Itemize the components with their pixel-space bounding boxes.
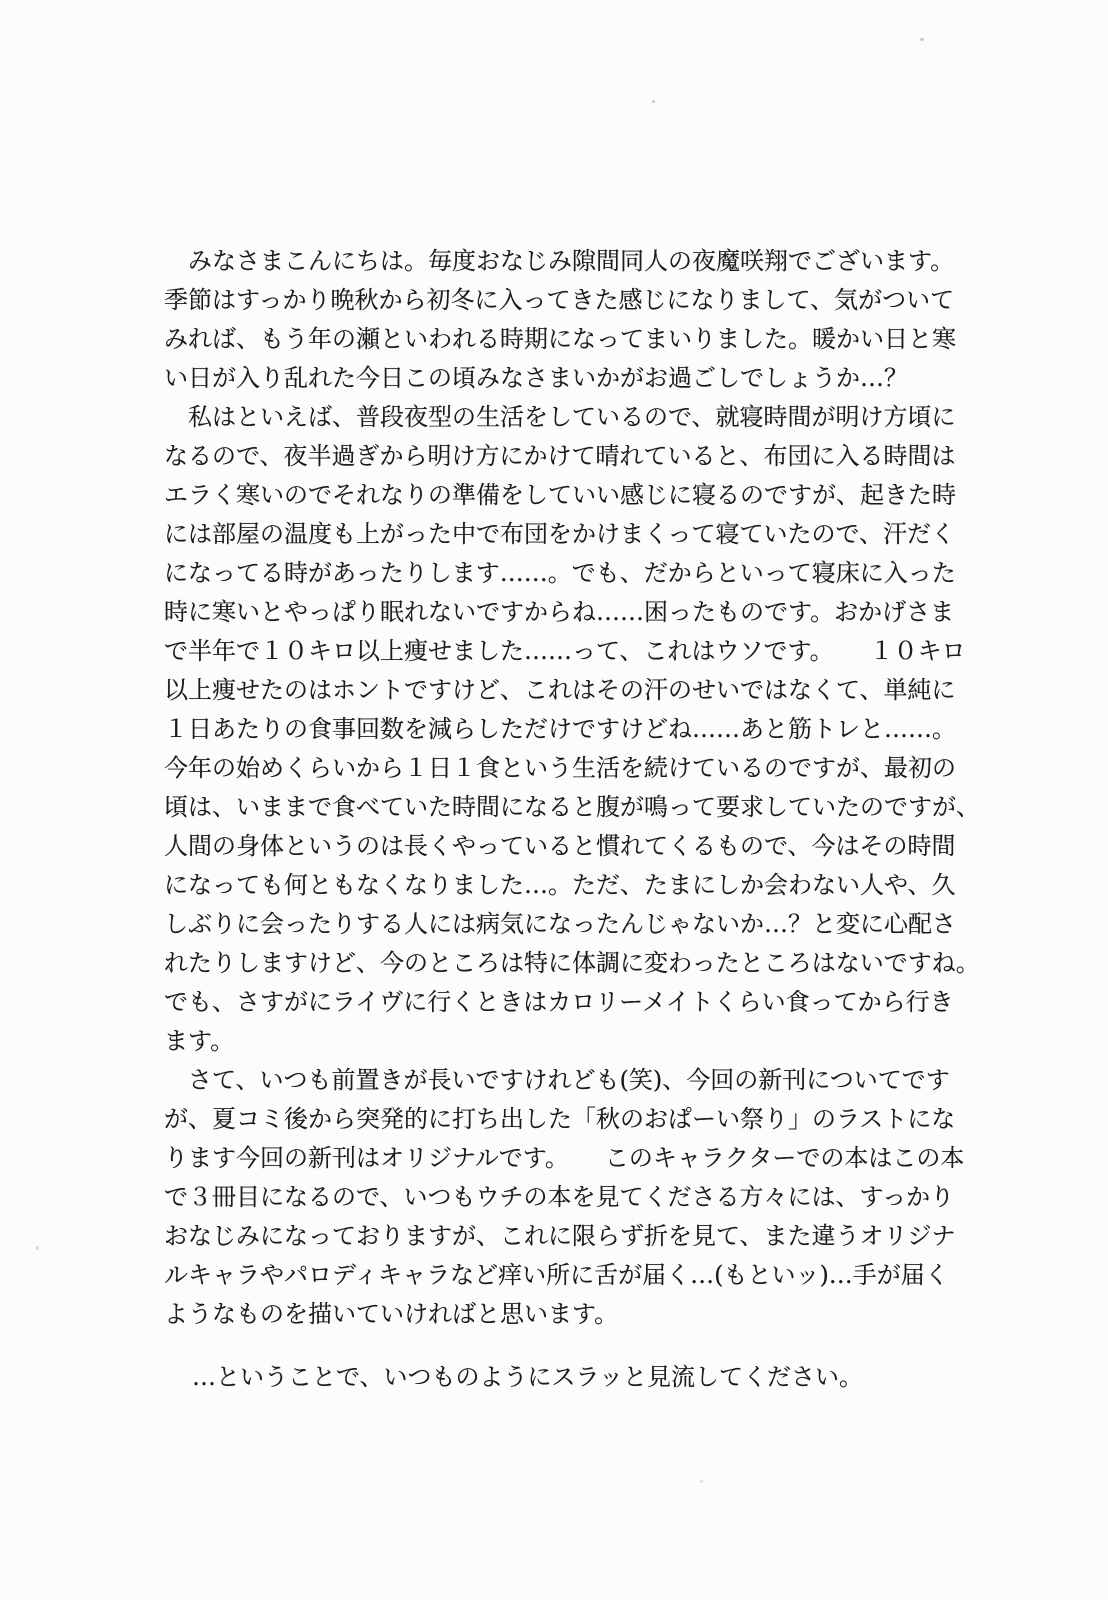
text-line: なるので、夜半過ぎから明け方にかけて晴れていると、布団に入る時間は: [164, 442, 956, 470]
text-line: 私はといえば、普段夜型の生活をしているので、就寝時間が明け方頃に: [164, 403, 956, 431]
scan-speckle: [920, 38, 924, 41]
text-line: １日あたりの食事回数を減らしただけですけどね……あと筋トレと……。: [164, 715, 956, 743]
text-line: 人間の身体というのは長くやっていると慣れてくるもので、今はその時間: [164, 832, 956, 860]
text-line: が、夏コミ後から突発的に打ち出した「秋のおぱーい祭り」のラストにな: [164, 1105, 956, 1133]
text-line: でも、さすがにライヴに行くときはカロリーメイトくらい食ってから行き: [164, 988, 954, 1016]
text-line: ます。: [164, 1027, 235, 1055]
text-line: れたりしますけど、今のところは特に体調に変わったところはないですね。: [164, 949, 980, 977]
text-line: になってる時があったりします……。でも、だからといって寝床に入った: [164, 559, 956, 587]
scan-speckle: [652, 100, 655, 103]
text-line: エラく寒いのでそれなりの準備をしていい感じに寝るのですが、起きた時: [164, 481, 956, 509]
text-line: ります今回の新刊はオリジナルです。 このキャラクターでの本はこの本: [164, 1144, 965, 1172]
text-line: 頃は、いままで食べていた時間になると腹が鳴って要求していたのですが、: [164, 793, 980, 821]
text-line: みれば、もう年の瀬といわれる時期になってまいりました。暖かい日と寒: [164, 325, 956, 353]
text-line: 季節はすっかり晩秋から初冬に入ってきた感じになりまして、気がついて: [164, 286, 955, 314]
text-line: ルキャラやパロディキャラなど痒い所に舌が届く…(もといッ)…手が届く: [164, 1261, 949, 1289]
text-line: になっても何ともなくなりました…。ただ、たまにしか会わない人や、久: [164, 871, 956, 899]
text-line: で半年で１０キロ以上痩せました……って、これはウソです。 １０キロ: [164, 637, 966, 665]
text-line: 今年の始めくらいから１日１食という生活を続けているのですが、最初の: [164, 754, 956, 782]
text-line: さて、いつも前置きが長いですけれども(笑)、今回の新刊についてです: [164, 1066, 950, 1094]
text-line: しぶりに会ったりする人には病気になったんじゃないか…？と変に心配さ: [164, 910, 956, 938]
text-line: みなさまこんにちは。毎度おなじみ隙間同人の夜魔咲翔でございます。: [164, 247, 955, 275]
paragraph-greeting: [164, 242, 964, 398]
text-line: には部屋の温度も上がった中で布団をかけまくって寝ていたので、汗だく: [164, 520, 956, 548]
text-line: で３冊目になるので、いつもウチの本を見てくださる方々には、すっかり: [164, 1183, 955, 1211]
text-line: ようなものを描いていければと思います。: [164, 1300, 619, 1328]
paragraph-daily-life: [164, 398, 980, 1061]
closing-line: …ということで、いつものようにスラッと見流してください。: [192, 1363, 864, 1391]
scan-speckle: [700, 1480, 703, 1483]
text-line: 時に寒いとやっぱり眠れないですからね……困ったものです。おかげさま: [164, 598, 955, 626]
paragraph-new-book: [164, 1061, 964, 1334]
text-line: 以上痩せたのはホントですけど、これはその汗のせいではなくて、単純に: [164, 676, 956, 704]
text-line: おなじみになっておりますが、これに限らず折を見て、また違うオリジナ: [164, 1222, 956, 1250]
afterword-text: [164, 242, 980, 1397]
text-line: い日が入り乱れた今日この頃みなさまいかがお過ごしでしょうか…？: [164, 364, 908, 392]
scan-speckle: [36, 1246, 39, 1250]
